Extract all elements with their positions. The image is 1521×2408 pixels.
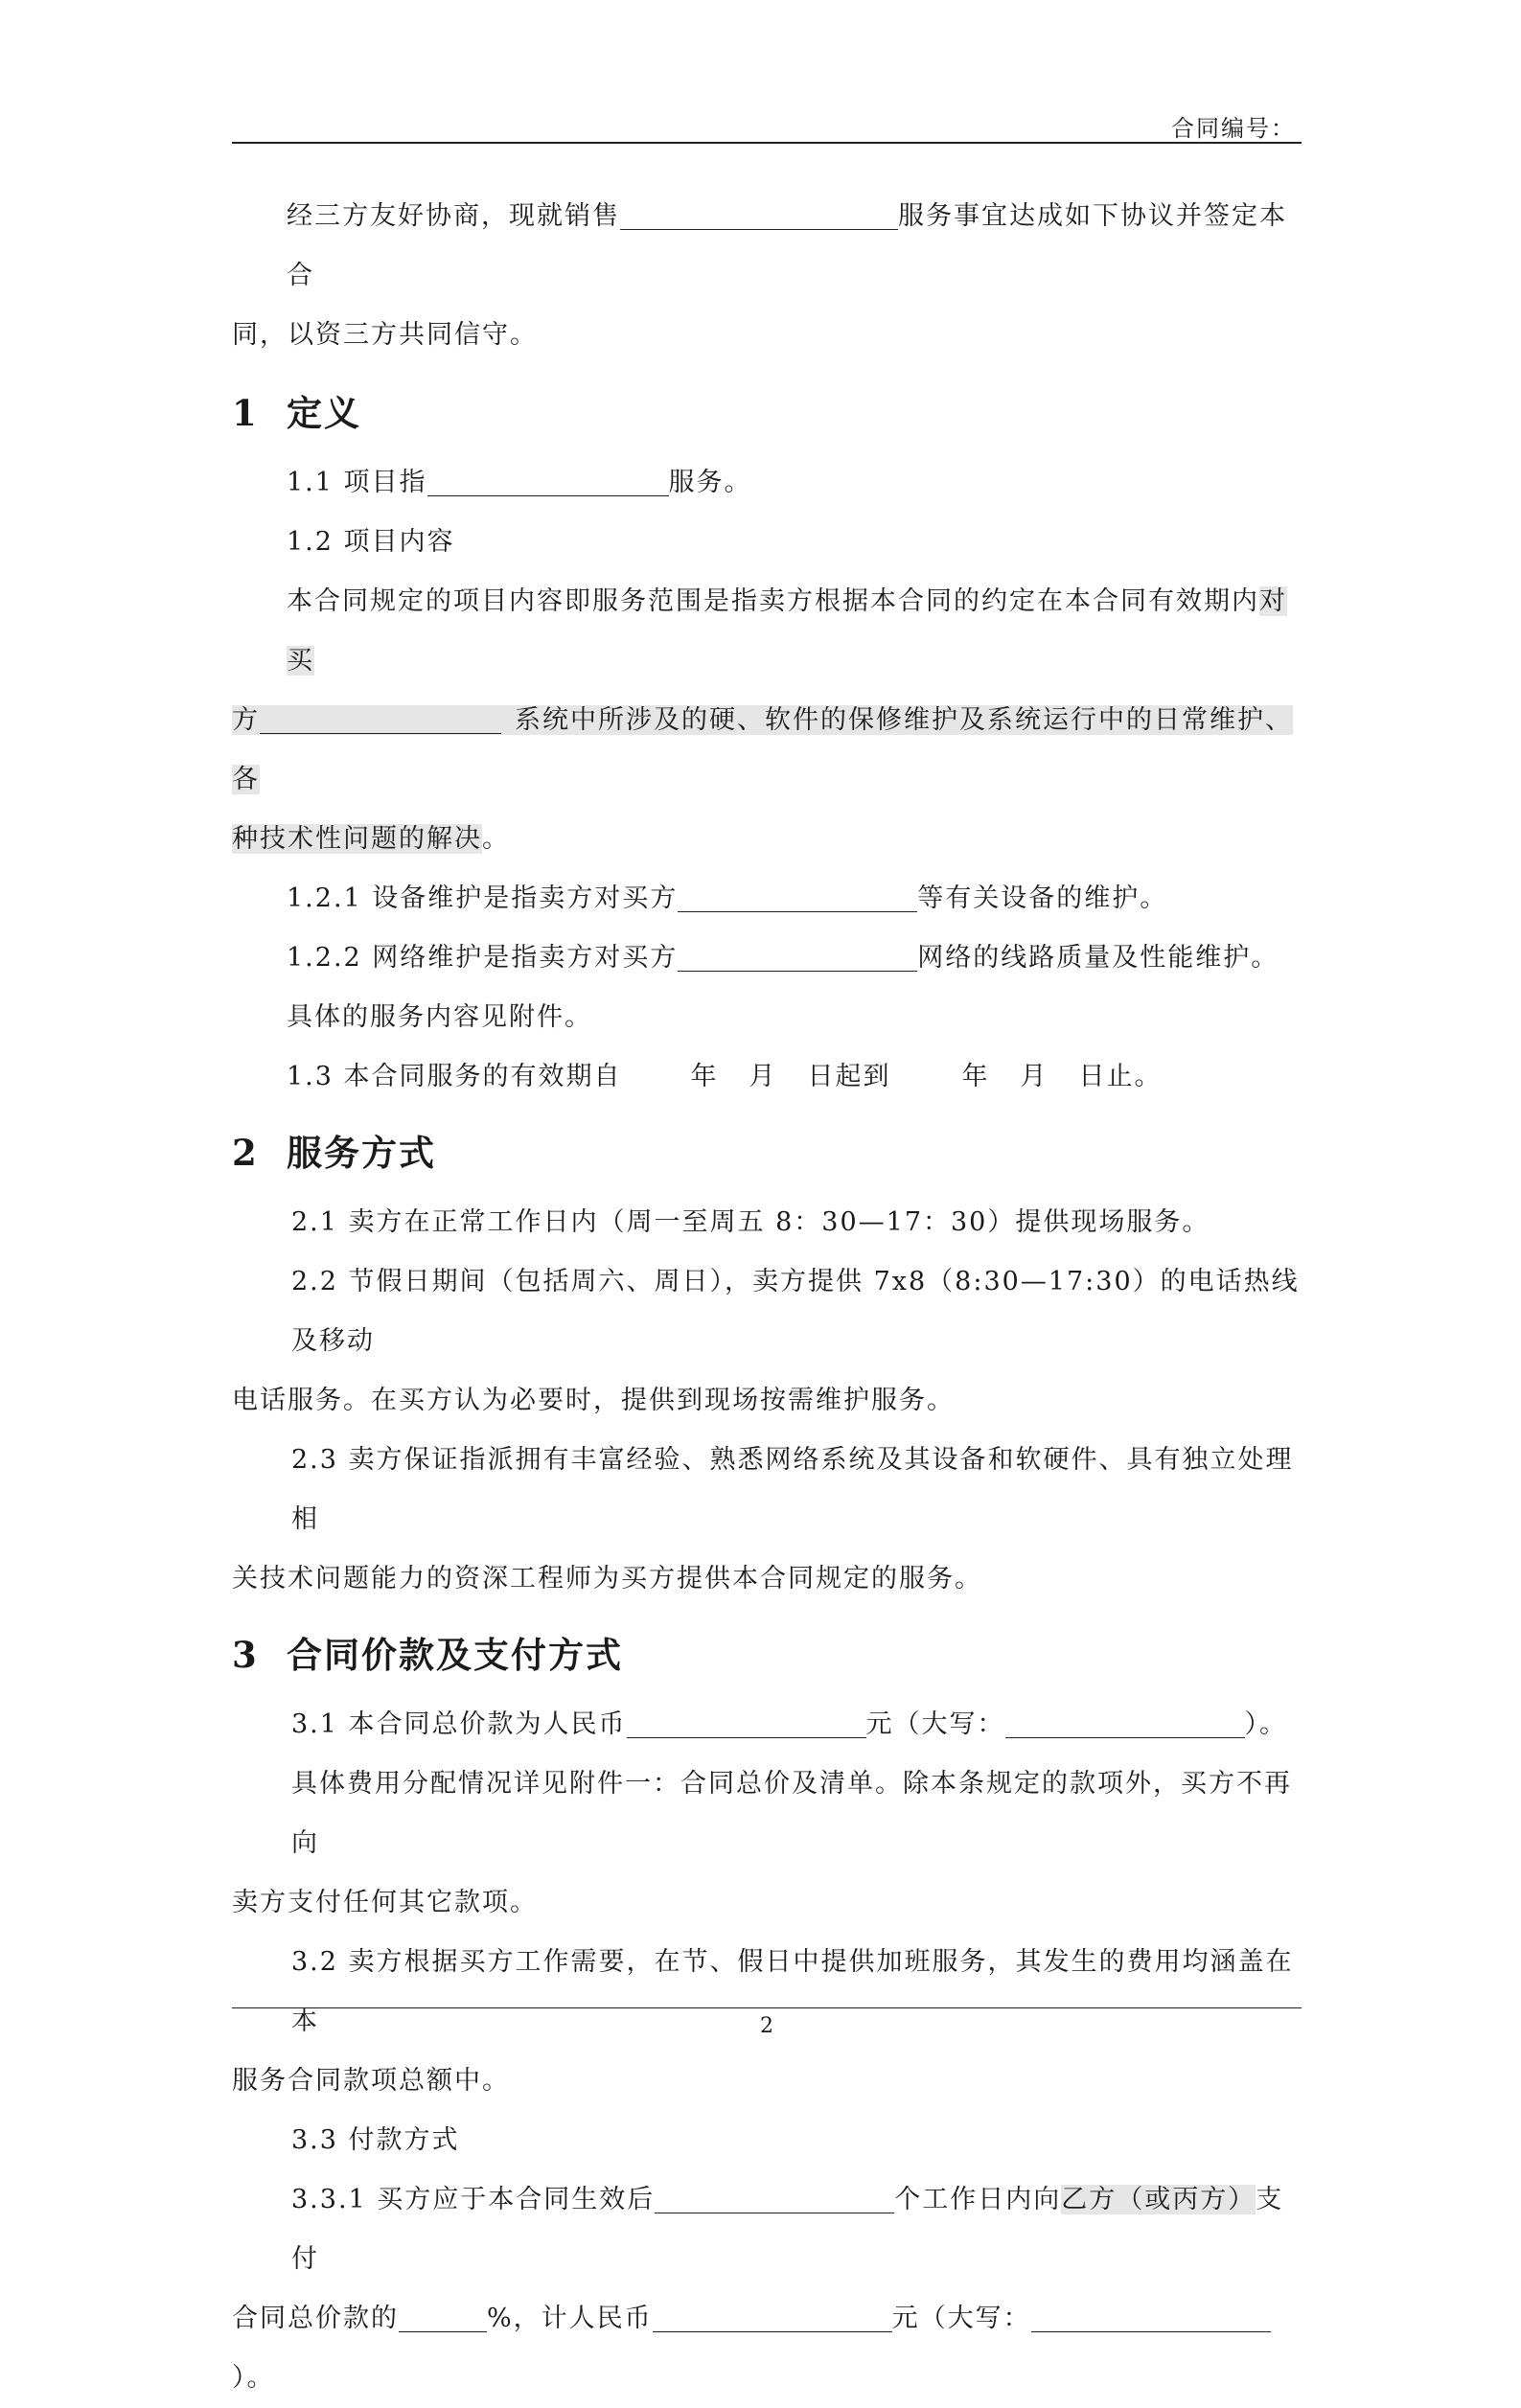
highlight-text: 对买	[287, 586, 1287, 676]
year-1-label: 年	[690, 1062, 719, 1091]
year-2-label: 年	[961, 1062, 990, 1091]
clause-1-2-text-line-2	[232, 691, 1302, 810]
section-1-number: 1	[232, 392, 259, 434]
system-blank[interactable]	[260, 704, 501, 734]
section-3-heading	[232, 1620, 1302, 1689]
clause-1-3-text: 1.3 本合同服务的有效期自	[287, 1062, 622, 1091]
day-1-label: 日起到	[807, 1062, 891, 1091]
clause-1-2-2-end: 网络的线路质量及性能维护。	[917, 943, 1279, 973]
clause-1-2-period: 。	[482, 824, 510, 854]
attachment-note: 具体的服务内容见附件。	[287, 1002, 592, 1032]
clause-2-2-line-2: 电话服务。在买方认为必要时，提供到现场按需维护服务。	[232, 1386, 955, 1415]
highlight-text-end: 种技术性问题的解决	[232, 824, 482, 854]
month-2-label: 月	[1020, 1062, 1049, 1091]
clause-1-2-2	[232, 929, 1302, 988]
clause-1-2-1-end: 等有关设备的维护。	[917, 883, 1168, 913]
section-1-heading	[232, 378, 1302, 447]
clause-3-1-end: ）。	[1244, 1709, 1288, 1739]
clause-3-3-1-words: 元（大写：	[891, 2304, 1031, 2333]
clause-2-1: 2.1 卖方在正常工作日内（周一至周五 8：30—17：30）提供现场服务。	[291, 1207, 1210, 1237]
clause-1-1	[232, 453, 1302, 513]
clause-3-1	[232, 1695, 1302, 1754]
clause-3-3-1-mid: 个工作日内向	[894, 2185, 1062, 2214]
section-2-number: 2	[232, 1132, 259, 1174]
clause-3-3-1-pay: 支付	[291, 2185, 1284, 2274]
page-number: 2	[760, 2014, 773, 2038]
total-price-blank[interactable]	[627, 1709, 866, 1738]
clause-1-2-2-text: 1.2.2 网络维护是指卖方对买方	[287, 943, 679, 973]
amount-blank[interactable]	[653, 2303, 892, 2332]
clause-1-2-text-c: 方	[232, 705, 260, 735]
clause-2-3-line-1: 2.3 卖方保证指派拥有丰富经验、熟悉网络系统及其设备和软硬件、具有独立处理相	[291, 1445, 1294, 1534]
clause-3-3-1-total: 合同总价款的	[232, 2304, 399, 2333]
clause-2-3-line-2: 关技术问题能力的资深工程师为买方提供本合同规定的服务。	[232, 1564, 982, 1594]
month-1-label: 月	[749, 1062, 777, 1091]
day-2-label: 日止。	[1078, 1062, 1163, 1091]
clause-1-2: 1.2 项目内容	[287, 527, 455, 557]
project-blank[interactable]	[427, 467, 669, 496]
clause-1-2-text-d: 系统中所涉及的硬、软件的保修维护及系统运行中的日常维护、各	[232, 705, 1293, 794]
section-3-title: 合同价款及支付方式	[287, 1634, 623, 1676]
clause-3-3-1-text: 3.3.1 买方应于本合同生效后	[291, 2185, 656, 2214]
total-price-words-blank[interactable]	[1005, 1709, 1245, 1738]
clause-1-2-text-line-3	[232, 810, 1302, 869]
clause-1-3	[232, 1047, 1302, 1107]
section-2-title: 服务方式	[287, 1132, 436, 1174]
clause-1-1-text: 1.1 项目指	[287, 468, 427, 497]
contract-number-label: 合同编号：	[1171, 115, 1296, 142]
workdays-blank[interactable]	[655, 2184, 894, 2213]
service-name-blank[interactable]	[620, 200, 898, 230]
section-2-heading	[232, 1118, 1302, 1187]
document-body	[232, 187, 1302, 2408]
clause-3-3-1-line-1	[232, 2170, 1302, 2289]
intro-line-1	[232, 187, 1302, 306]
clause-3-1-mid: 元（大写：	[865, 1709, 1005, 1739]
clause-3-3-1-end: ）。	[232, 2363, 275, 2393]
intro-text-a: 经三方友好协商，现就销售	[287, 201, 620, 231]
page-header	[232, 103, 1302, 144]
clause-1-2-1-text: 1.2.1 设备维护是指卖方对买方	[287, 883, 679, 913]
clause-3-1-detail-line-1: 具体费用分配情况详见附件一：合同总价及清单。除本条规定的款项外，买方不再向	[291, 1769, 1292, 1858]
network-blank[interactable]	[678, 942, 917, 972]
percent-blank[interactable]	[399, 2303, 487, 2332]
clause-3-2-line-1: 3.2 卖方根据买方工作需要，在节、假日中提供加班服务，其发生的费用均涵盖在本	[291, 1947, 1294, 2036]
clause-3-3: 3.3 付款方式	[291, 2125, 460, 2155]
clause-1-2-text-a: 本合同规定的项目内容即服务范围是指卖方根据本合同的约定在本合同有效期内	[287, 586, 1259, 616]
section-1-title: 定义	[287, 392, 361, 434]
page-footer	[232, 2007, 1302, 2038]
clause-3-1-detail-line-2: 卖方支付任何其它款项。	[232, 1888, 538, 1917]
payee-highlight: 乙方（或丙方）	[1061, 2185, 1256, 2214]
clause-1-1-end: 服务。	[668, 468, 752, 497]
clause-1-2-text-line-1	[232, 572, 1302, 691]
section-3-number: 3	[232, 1634, 259, 1676]
clause-3-1-text: 3.1 本合同总价款为人民币	[291, 1709, 627, 1739]
amount-words-blank[interactable]	[1031, 2303, 1271, 2332]
clause-3-3-1-rmb: %，计人民币	[487, 2304, 653, 2333]
clause-1-2-1	[232, 869, 1302, 929]
intro-text-b: 服务事宜达成如下协议并签定本合	[287, 201, 1287, 290]
device-blank[interactable]	[678, 883, 917, 912]
intro-line-2: 同，以资三方共同信守。	[232, 320, 538, 350]
clause-3-2-line-2: 服务合同款项总额中。	[232, 2066, 510, 2096]
highlight-span	[232, 705, 1293, 794]
clause-3-3-1-line-2	[232, 2289, 1302, 2408]
clause-2-2-line-1: 2.2 节假日期间（包括周六、周日），卖方提供 7x8（8:30—17:30）的电话热线及移动	[291, 1267, 1300, 1356]
